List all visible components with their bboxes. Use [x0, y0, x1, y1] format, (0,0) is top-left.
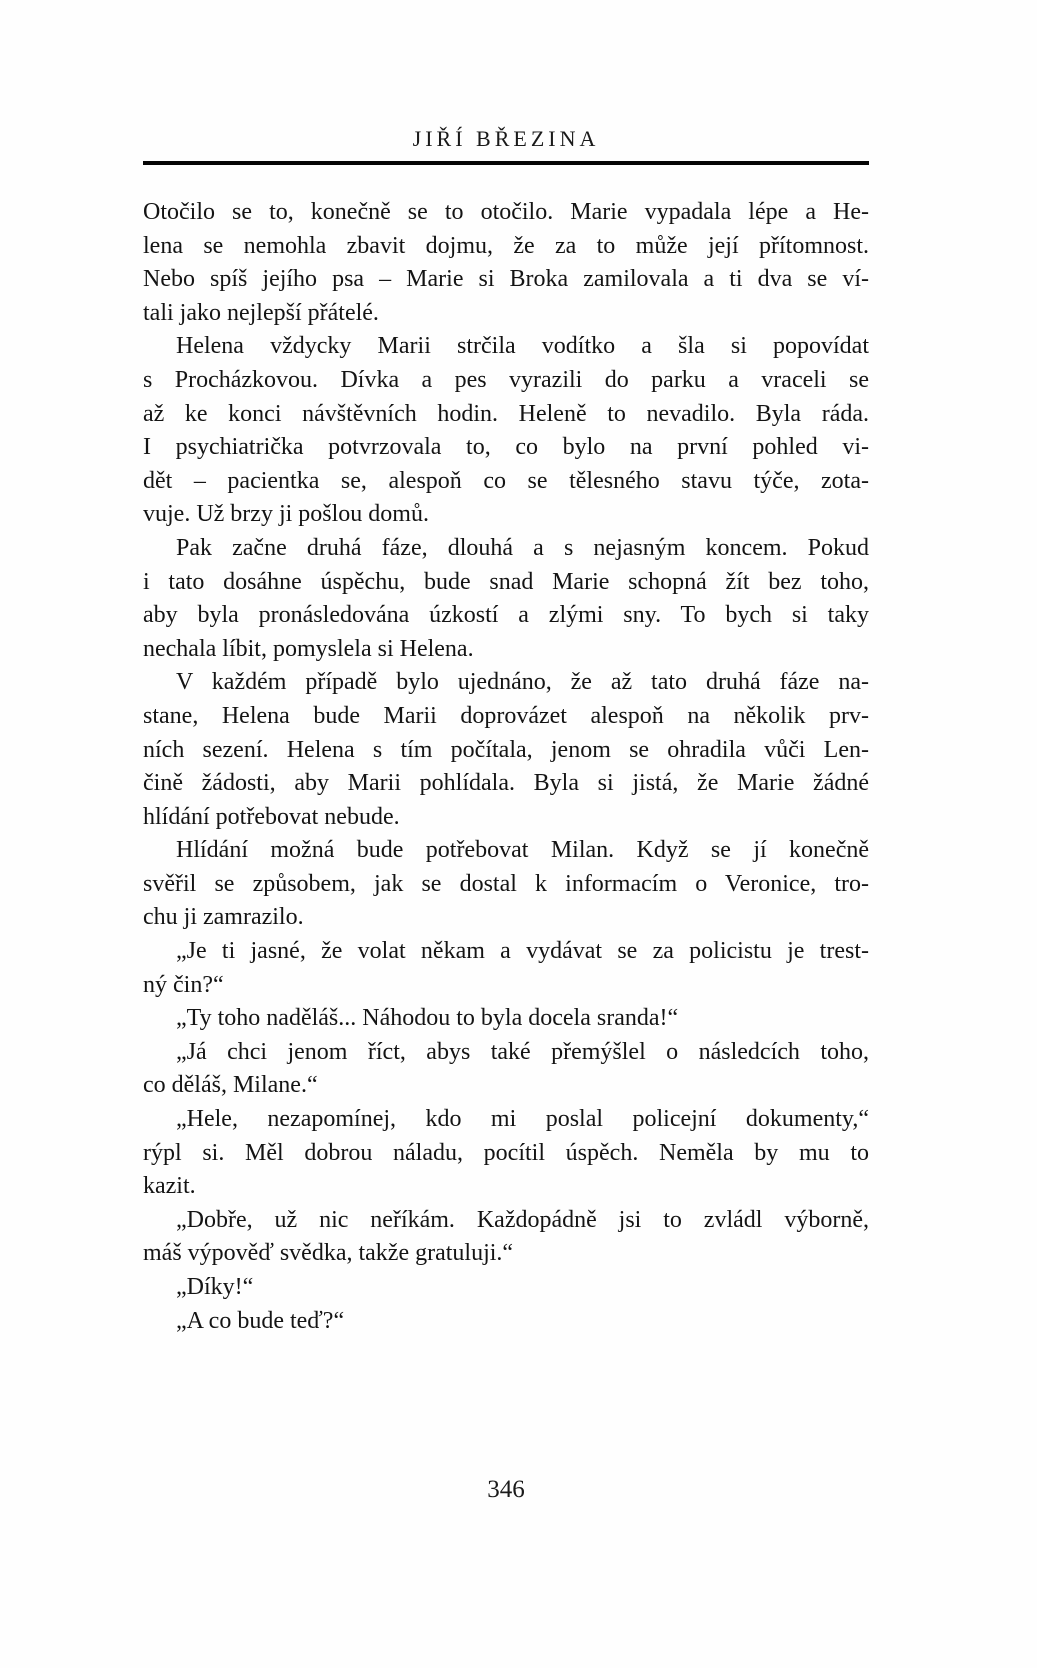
text-line: I psychiatrička potvrzovala to, co bylo na první pohled vi-: [143, 434, 869, 461]
text-line: „Ty toho naděláš... Náhodou to byla docela sranda!“: [176, 1005, 679, 1032]
text-line: čině žádosti, aby Marii pohlídala. Byla si jistá, že Marie žádné: [143, 770, 869, 797]
paragraph: [143, 532, 869, 666]
text-line: Pak začne druhá fáze, dlouhá a s nejasným koncem. Pokud: [176, 534, 869, 561]
paragraph: [143, 330, 869, 532]
text-line: stane, Helena bude Marii doprovázet alespoň na několik prv-: [143, 702, 869, 729]
running-header: JIŘÍ BŘEZINA: [412, 126, 600, 151]
text-line: nechala líbit, pomyslela si Helena.: [143, 635, 474, 662]
text-line: V každém případě bylo ujednáno, že až tato druhá fáze na-: [176, 669, 869, 696]
text-line: i tato dosáhne úspěchu, bude snad Marie schopná žít bez toho,: [143, 568, 869, 595]
text-line: Hlídání možná bude potřebovat Milan. Když se jí konečně: [176, 837, 869, 864]
text-line: Nebo spíš jejího psa – Marie si Broka zamilovala a ti dva se ví-: [143, 266, 869, 293]
paragraph: [143, 1036, 869, 1103]
text-line: až ke konci návštěvních hodin. Heleně to nevadilo. Byla ráda.: [143, 400, 869, 427]
paragraph: [143, 935, 869, 1002]
text-line: chu ji zamrazilo.: [143, 904, 304, 931]
paragraph: [143, 666, 869, 834]
paragraph: [143, 1103, 869, 1204]
paragraph: [143, 834, 869, 935]
text-line: svěřil se způsobem, jak se dostal k informacím o Veronice, tro-: [143, 870, 869, 897]
text-line: tali jako nejlepší přátelé.: [143, 299, 379, 326]
text-line: kazit.: [143, 1173, 196, 1200]
text-line: lena se nemohla zbavit dojmu, že za to může její přítomnost.: [143, 232, 869, 259]
text-line: „Je ti jasné, že volat někam a vydávat se za policistu je trest-: [176, 938, 869, 965]
text-line: hlídání potřebovat nebude.: [143, 803, 400, 830]
text-line: vuje. Už brzy ji pošlou domů.: [143, 501, 429, 528]
text-line: „A co bude teď?“: [176, 1307, 345, 1334]
text-line: rýpl si. Měl dobrou náladu, pocítil úspěch. Neměla by mu to: [143, 1139, 869, 1166]
text-line: „Díky!“: [176, 1274, 254, 1300]
text-line: Helena vždycky Marii strčila vodítko a šla si popovídat: [176, 333, 869, 360]
text-block: [143, 126, 869, 1504]
paragraph: [143, 1204, 869, 1271]
header-rule: [143, 161, 869, 165]
paragraph: [143, 196, 869, 330]
page-number: 346: [487, 1476, 525, 1504]
paragraph: [143, 1271, 869, 1305]
text-line: máš výpověď svědka, takže gratuluji.“: [143, 1240, 514, 1267]
text-line: „Dobře, už nic neříkám. Každopádně jsi to zvládl výborně,: [176, 1206, 869, 1233]
text-line: s Procházkovou. Dívka a pes vyrazili do parku a vraceli se: [143, 366, 869, 393]
text-line: dět – pacientka se, alespoň co se tělesného stavu týče, zota-: [143, 467, 869, 494]
body-text: [143, 196, 869, 1338]
text-line: ních sezení. Helena s tím počítala, jenom se ohradila vůči Len-: [143, 736, 869, 763]
text-line: ný čin?“: [143, 971, 224, 998]
text-line: aby byla pronásledována úzkostí a zlými sny. To bych si taky: [143, 602, 869, 629]
text-line: co děláš, Milane.“: [143, 1072, 318, 1099]
paragraph: [143, 1002, 869, 1036]
text-line: „Hele, nezapomínej, kdo mi poslal policejní dokumenty,“: [176, 1106, 869, 1133]
text-line: „Já chci jenom říct, abys také přemýšlel o následcích toho,: [176, 1038, 869, 1065]
paragraph: [143, 1305, 869, 1339]
text-line: Otočilo se to, konečně se to otočilo. Marie vypadala lépe a He-: [143, 199, 869, 225]
